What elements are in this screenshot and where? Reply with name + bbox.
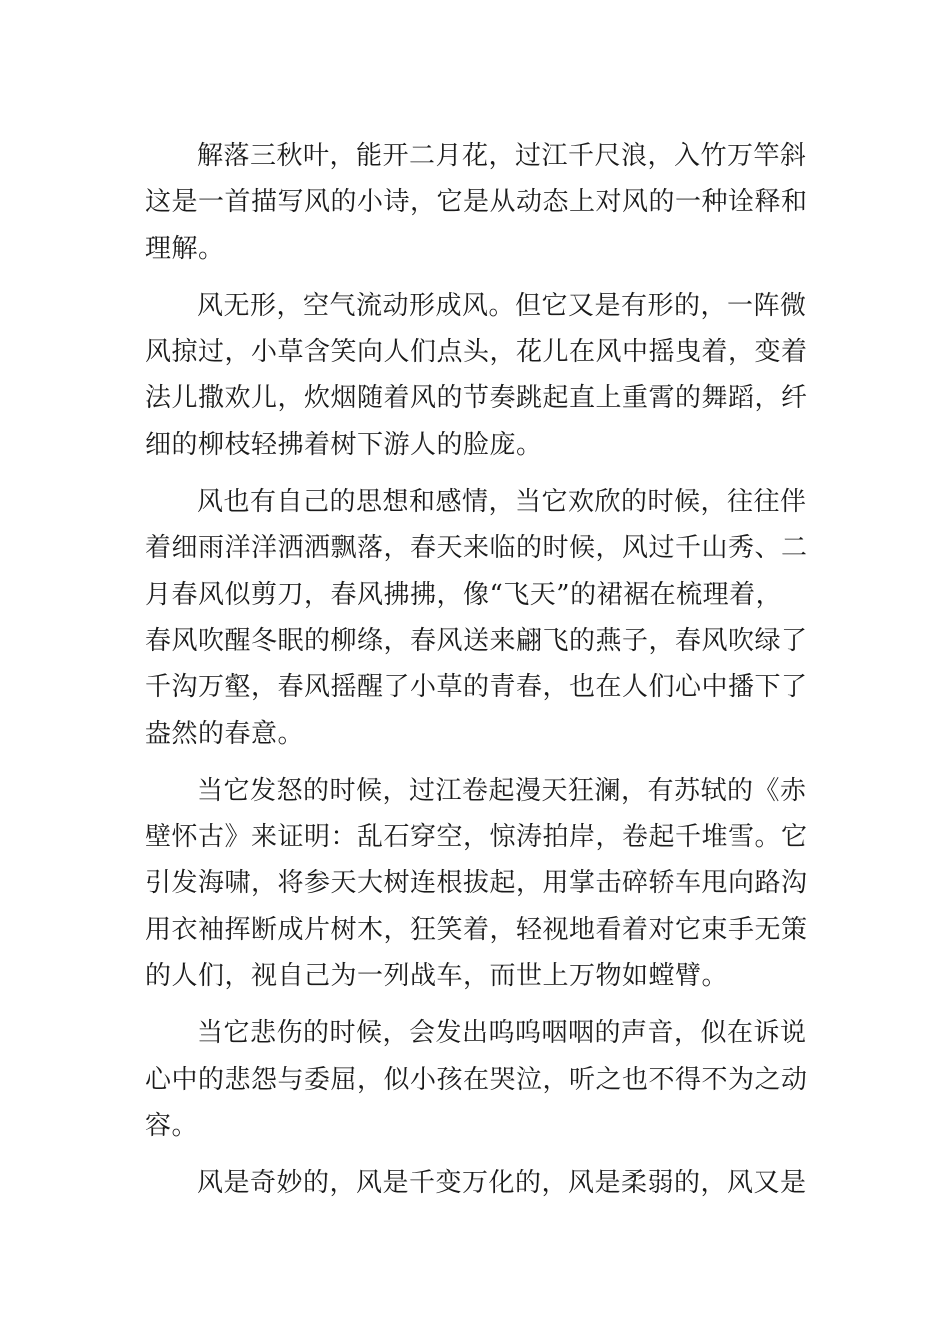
text-line: 这是一首描写风的小诗，它是从动态上对风的一种诠释和: [145, 187, 808, 218]
paragraph-4: [145, 768, 810, 999]
text-line: 容。: [145, 1110, 199, 1141]
text-line: 解落三秋叶，能开二月花，过江千尺浪，入竹万竿斜: [197, 141, 807, 171]
text-line: 千沟万壑，春风摇醒了小草的青春，也在人们心中播下了: [145, 672, 808, 703]
text-line: 壁怀古》来证明：乱石穿空，惊涛拍岸，卷起千堆雪。它: [145, 822, 808, 853]
text-body: [145, 133, 810, 1207]
text-line: 用衣袖挥断成片树木，狂笑着，轻视地看着对它束手无策: [145, 914, 808, 945]
paragraph-3: [145, 479, 810, 757]
paragraph-6: [145, 1160, 810, 1206]
text-line: 风掠过，小草含笑向人们点头，花儿在风中摇曳着，变着: [145, 337, 808, 368]
text-line: 理解。: [145, 233, 225, 264]
paragraph-2: [145, 283, 810, 468]
text-line: 风也有自己的思想和感情，当它欢欣的时候，往往伴: [197, 487, 807, 518]
text-line: 风是奇妙的，风是千变万化的，风是柔弱的，风又是: [197, 1168, 807, 1199]
text-line: 当它悲伤的时候，会发出呜呜咽咽的声音，似在诉说: [197, 1018, 807, 1049]
text-line: 心中的悲怨与委屈，似小孩在哭泣，听之也不得不为之动: [145, 1064, 808, 1095]
text-line: 月春风似剪刀，春风拂拂，像“飞天”的裙裾在梳理着，: [145, 579, 783, 610]
text-line: 引发海啸，将参天大树连根拔起，用掌击碎轿车甩向路沟: [145, 868, 808, 899]
text-line: 法儿撒欢儿，炊烟随着风的节奏跳起直上重霄的舞蹈，纤: [145, 383, 808, 414]
text-line: 盎然的春意。: [145, 718, 305, 749]
text-line: 风无形，空气流动形成风。但它又是有形的，一阵微: [197, 290, 807, 321]
paragraph-1: [145, 133, 810, 272]
text-line: 当它发怒的时候，过江卷起漫天狂澜，有苏轼的《赤: [197, 775, 807, 806]
text-line: 春风吹醒冬眠的柳绦，春风送来翩飞的燕子，春风吹绿了: [145, 625, 808, 656]
text-line: 的人们，视自己为一列战车，而世上万物如螳臂。: [145, 961, 729, 992]
paragraph-5: [145, 1010, 810, 1149]
text-line: 细的柳枝轻拂着树下游人的脸庞。: [145, 429, 543, 460]
text-line: 着细雨洋洋洒洒飘落，春天来临的时候，风过千山秀、二: [145, 533, 808, 564]
